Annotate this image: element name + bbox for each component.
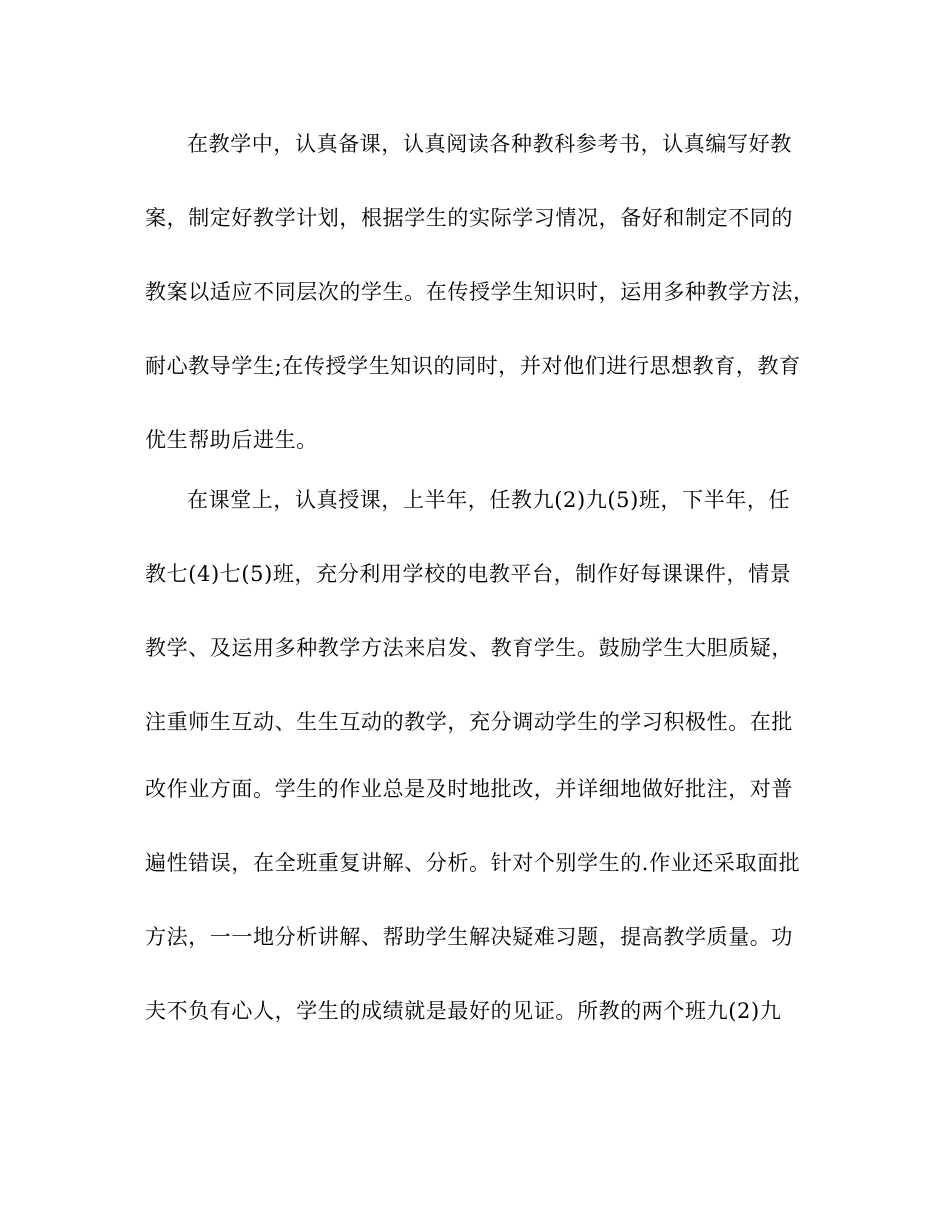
paragraph-1-line-5: 优生帮助后进生。	[145, 428, 318, 452]
paragraph-2-line-1: 在课堂上，认真授课，上半年，任教九(2)九(5)班，下半年，任	[187, 488, 791, 512]
paragraph-2-line-8: 夫不负有心人，学生的成绩就是最好的见证。所教的两个班九(2)九	[145, 999, 782, 1023]
paragraph-2-line-7: 方法，一一地分析讲解、帮助学生解决疑难习题，提高教学质量。功	[145, 925, 793, 949]
paragraph-1-line-2: 案，制定好教学计划，根据学生的实际学习情况，备好和制定不同的	[145, 206, 793, 230]
paragraph-1-line-3: 教案以适应不同层次的学生。在传授学生知识时，运用多种教学方法，	[145, 280, 815, 304]
paragraph-1-line-1: 在教学中，认真备课，认真阅读各种教科参考书，认真编写好教	[187, 132, 792, 156]
paragraph-1-line-4: 耐心教导学生;在传授学生知识的同时，并对他们进行思想教育，教育	[145, 354, 801, 378]
paragraph-2-line-6: 遍性错误，在全班重复讲解、分析。针对个别学生的.作业还采取面批	[145, 851, 801, 875]
paragraph-2-line-3: 教学、及运用多种教学方法来启发、教育学生。鼓励学生大胆质疑，	[145, 636, 793, 660]
paragraph-2-line-4: 注重师生互动、生生互动的教学，充分调动学生的学习积极性。在批	[145, 710, 793, 734]
paragraph-2-line-5: 改作业方面。学生的作业总是及时地批改，并详细地做好批注，对普	[145, 777, 793, 801]
paragraph-2-line-2: 教七(4)七(5)班，充分利用学校的电教平台，制作好每课课件，情景	[145, 562, 792, 586]
